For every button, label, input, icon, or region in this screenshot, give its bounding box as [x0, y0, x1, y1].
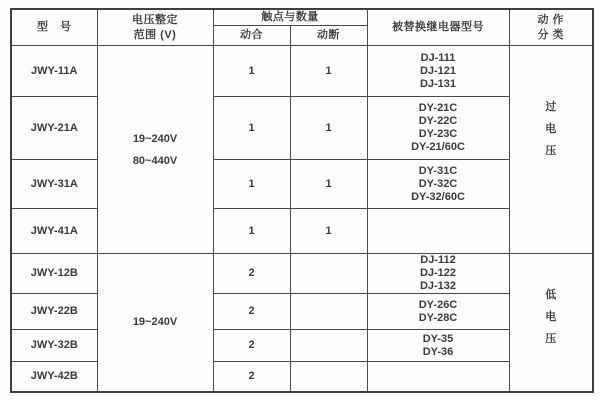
contact-nc-jwy-42b	[290, 362, 367, 392]
relays-jwy-42b-empty	[367, 362, 509, 392]
model-jwy-12b: JWY-12B	[11, 254, 97, 294]
relay-model: DY-31C	[418, 164, 458, 177]
model-jwy-21a: JWY-21A	[11, 97, 97, 160]
contact-no-jwy-12b: 2	[213, 254, 290, 294]
col-header-model: 型 号	[11, 9, 97, 46]
relays-jwy-12b	[367, 254, 509, 294]
relay-spec-table	[10, 8, 594, 393]
relay-model: DY-21C	[418, 102, 458, 114]
action-char: 压	[545, 144, 557, 157]
relay-model: DY-32/60C	[411, 190, 465, 203]
model-jwy-42b: JWY-42B	[11, 362, 97, 392]
relays-jwy-32b	[367, 330, 509, 362]
contact-nc-jwy-31a: 1	[290, 160, 367, 209]
relays-jwy-22b	[367, 294, 509, 330]
model-jwy-22b: JWY-22B	[11, 294, 97, 330]
voltage-value-line: 19~240V	[132, 316, 178, 329]
voltage-header-line1: 电压整定	[132, 13, 178, 26]
action-char: 压	[545, 333, 557, 346]
relay-model: DY-36	[422, 345, 454, 358]
relay-model: DY-21/60C	[411, 141, 465, 153]
relays-jwy-21a	[367, 97, 509, 160]
relay-model: DJ-131	[419, 77, 457, 90]
table-row-jwy-12b	[11, 254, 593, 294]
voltage-range-group-a	[97, 46, 213, 254]
action-class-undervoltage	[509, 254, 593, 392]
contact-nc-jwy-22b	[290, 294, 367, 330]
action-char: 电	[545, 122, 557, 135]
col-header-action-class	[509, 9, 593, 46]
col-header-voltage-range	[97, 9, 213, 46]
voltage-range-group-b	[97, 254, 213, 392]
voltage-value-line: 19~240V	[132, 132, 178, 145]
relay-model: DY-23C	[418, 128, 458, 140]
action-char: 低	[545, 289, 557, 302]
relay-model: DJ-112	[420, 254, 456, 266]
contact-no-jwy-21a: 1	[213, 97, 290, 160]
contact-no-jwy-11a: 1	[213, 46, 290, 97]
relay-model: DY-26C	[418, 298, 458, 311]
col-header-contact-nc: 动断	[290, 26, 367, 46]
contact-nc-jwy-32b	[290, 330, 367, 362]
model-jwy-11a: JWY-11A	[11, 46, 97, 97]
contact-no-jwy-41a: 1	[213, 209, 290, 254]
header-row-1	[11, 9, 593, 26]
relay-model: DY-32C	[418, 177, 458, 190]
action-char: 过	[545, 100, 557, 113]
relay-model: DY-22C	[418, 115, 458, 127]
contact-nc-jwy-21a: 1	[290, 97, 367, 160]
model-jwy-41a: JWY-41A	[11, 209, 97, 254]
contact-nc-jwy-11a: 1	[290, 46, 367, 97]
model-jwy-32b: JWY-32B	[11, 330, 97, 362]
relays-jwy-41a-empty	[367, 209, 509, 254]
relay-model: DJ-121	[419, 64, 457, 77]
model-jwy-31a: JWY-31A	[11, 160, 97, 209]
voltage-header-line2: 范围 (V)	[133, 28, 177, 41]
relay-model: DY-35	[422, 332, 454, 345]
action-header-line2: 分 类	[537, 28, 565, 41]
contact-no-jwy-31a: 1	[213, 160, 290, 209]
contact-no-jwy-32b: 2	[213, 330, 290, 362]
col-header-replaced-relay: 被替换继电器型号	[367, 9, 509, 46]
relays-jwy-11a	[367, 46, 509, 97]
action-class-overvoltage	[509, 46, 593, 254]
relays-jwy-31a	[367, 160, 509, 209]
contact-nc-jwy-12b	[290, 254, 367, 294]
action-header-line1: 动 作	[537, 13, 565, 26]
contact-no-jwy-22b: 2	[213, 294, 290, 330]
relay-model: DJ-122	[419, 267, 457, 279]
relay-model: DJ-111	[420, 51, 456, 64]
contact-no-jwy-42b: 2	[213, 362, 290, 392]
col-header-contact-no: 动合	[213, 26, 290, 46]
col-header-contacts-group: 触点与数量	[213, 9, 367, 26]
relay-model: DY-28C	[418, 311, 458, 324]
relay-model: DJ-132	[419, 280, 457, 292]
contact-nc-jwy-41a: 1	[290, 209, 367, 254]
voltage-value-line: 80~440V	[132, 154, 178, 167]
table-row-jwy-11a	[11, 46, 593, 97]
action-char: 电	[545, 311, 557, 324]
